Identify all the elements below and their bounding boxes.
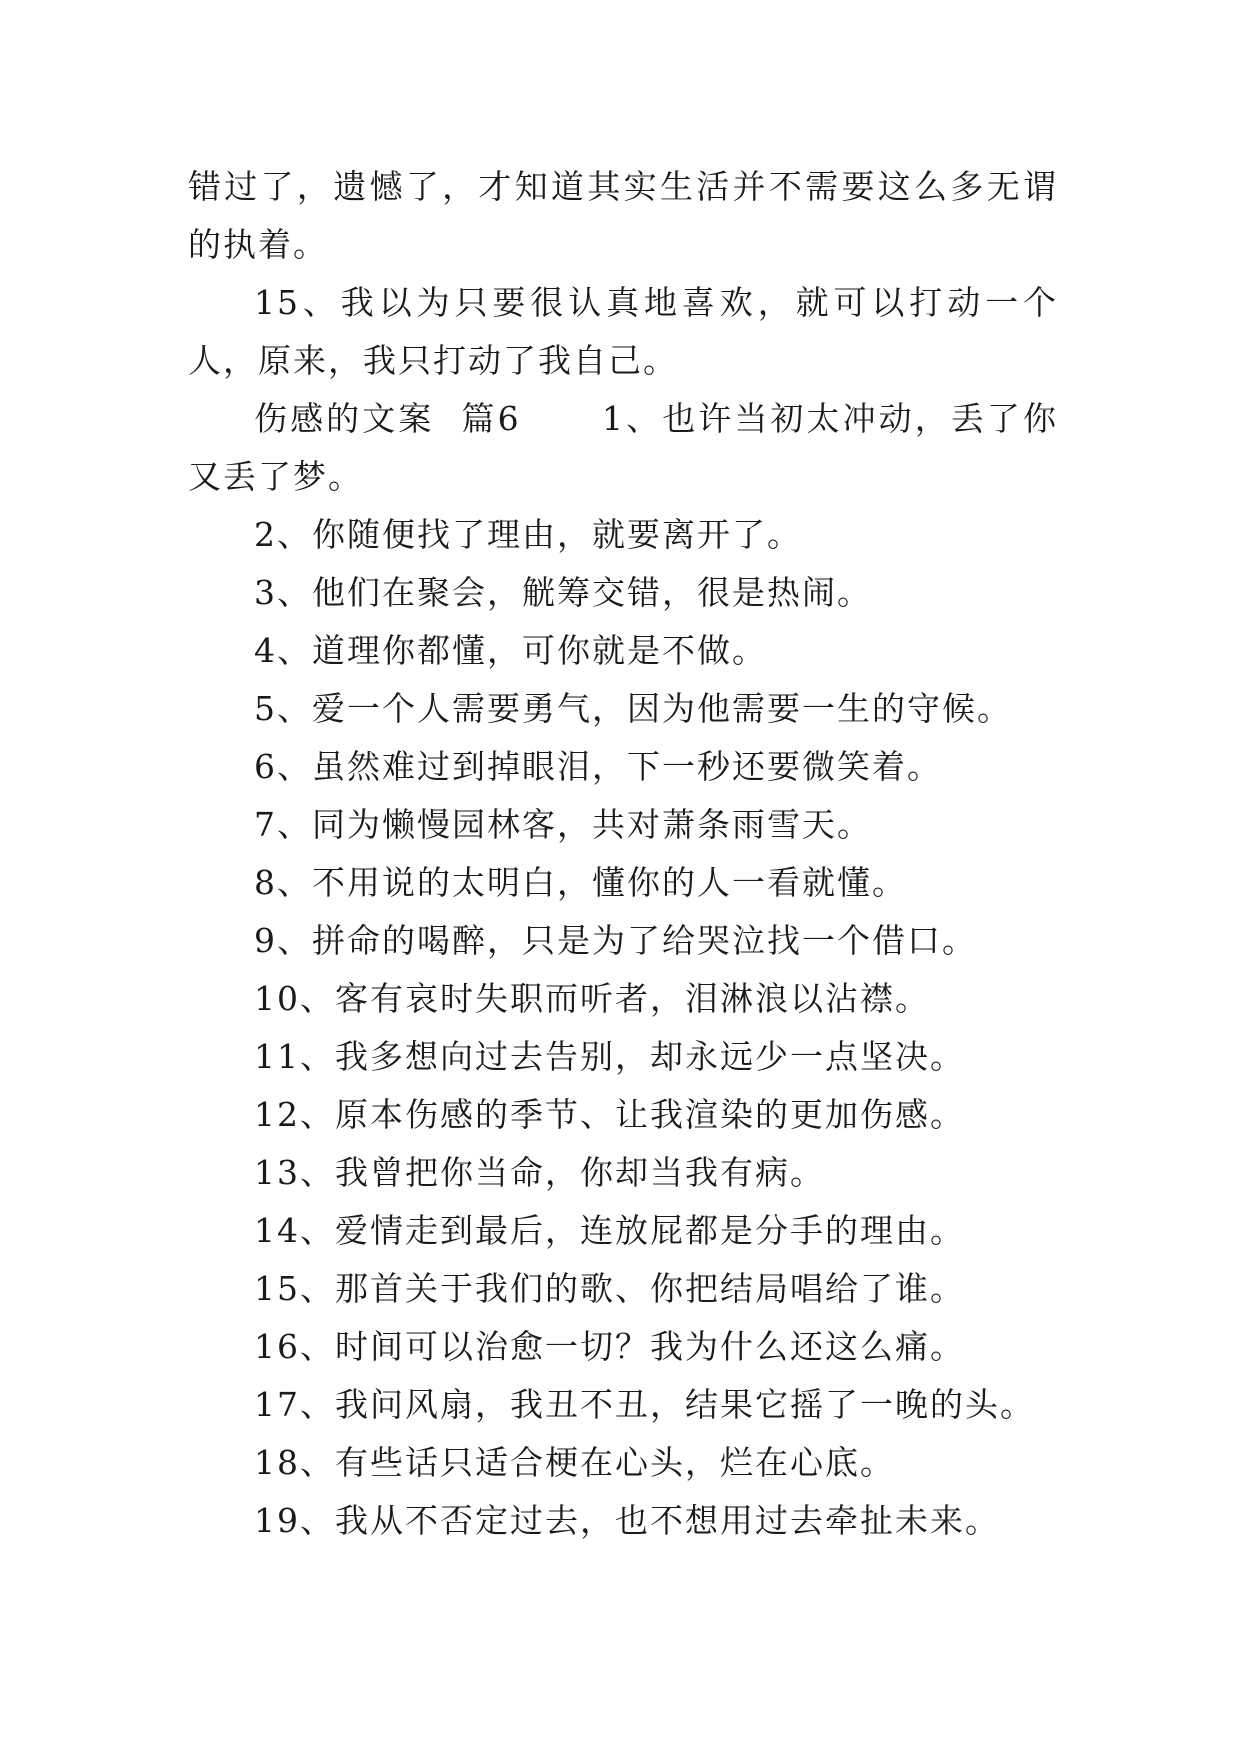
- paragraph: 错过了，遗憾了，才知道其实生活并不需要这么多无谓的执着。: [188, 167, 1058, 264]
- list-item: 15、那首关于我们的歌、你把结局唱给了谁。: [254, 1269, 965, 1308]
- list-item: 17、我问风扇，我丑不丑，结果它摇了一晚的头。: [254, 1385, 1035, 1424]
- list-item: 18、有些话只适合梗在心头，烂在心底。: [254, 1443, 895, 1482]
- list-item: 9、拼命的喝醉，只是为了给哭泣找一个借口。: [254, 921, 977, 960]
- list-item: 4、道理你都懂，可你就是不做。: [254, 631, 767, 670]
- section-heading-paragraph: 伤感的文案 篇6 1、也许当初太冲动，丢了你又丢了梦。: [188, 399, 1058, 496]
- list-item: 13、我曾把你当命，你却当我有病。: [254, 1153, 825, 1192]
- list-item: 6、虽然难过到掉眼泪，下一秒还要微笑着。: [254, 747, 942, 786]
- list-item: 2、你随便找了理由，就要离开了。: [254, 515, 802, 554]
- list-item: 5、爱一个人需要勇气，因为他需要一生的守候。: [254, 689, 1012, 728]
- paragraph: 15、我以为只要很认真地喜欢，就可以打动一个人，原来，我只打动了我自己。: [188, 283, 1058, 380]
- list-item: 10、客有哀时失职而听者，泪淋浪以沾襟。: [254, 979, 930, 1018]
- document-body: [188, 158, 1058, 1550]
- list-item: 8、不用说的太明白，懂你的人一看就懂。: [254, 863, 907, 902]
- list-item: 16、时间可以治愈一切？我为什么还这么痛。: [254, 1327, 965, 1366]
- list-item: 14、爱情走到最后，连放屁都是分手的理由。: [254, 1211, 965, 1250]
- list-item: 12、原本伤感的季节、让我渲染的更加伤感。: [254, 1095, 965, 1134]
- list-item: 3、他们在聚会，觥筹交错，很是热闹。: [254, 573, 872, 612]
- list-item: 11、我多想向过去告别，却永远少一点坚决。: [254, 1037, 965, 1076]
- list-item: 7、同为懒慢园林客，共对萧条雨雪天。: [254, 805, 872, 844]
- list-item: 19、我从不否定过去，也不想用过去牵扯未来。: [254, 1501, 1000, 1540]
